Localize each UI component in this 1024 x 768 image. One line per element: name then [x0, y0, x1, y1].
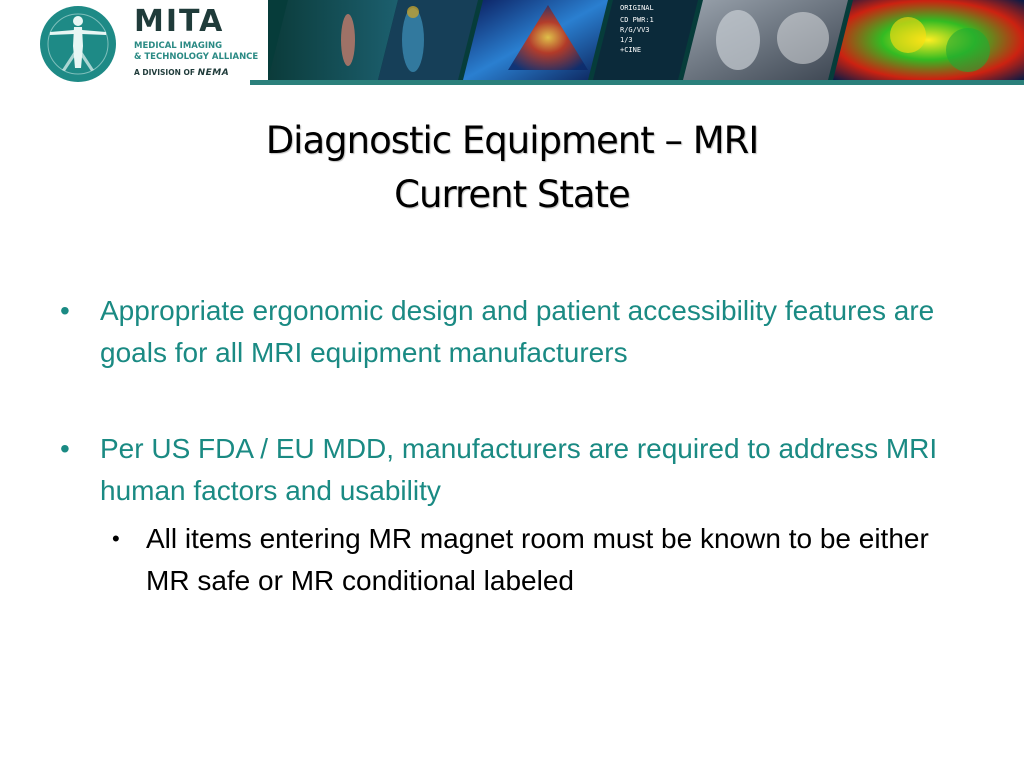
svg-text:R/G/VV3: R/G/VV3 — [620, 26, 650, 34]
svg-text:1/3: 1/3 — [620, 36, 633, 44]
svg-text:ORIGINAL: ORIGINAL — [620, 4, 654, 12]
sub-bullet-marker: • — [112, 526, 120, 551]
bullet-list — [0, 290, 1024, 602]
bullet-marker: • — [60, 433, 70, 464]
sub-bullet-text: All items entering MR magnet room must be known to be either MR safe or MR conditional labeled — [146, 523, 929, 596]
banner-imagery — [268, 0, 1024, 80]
slide-title — [0, 114, 1024, 222]
logo-name: MITA — [134, 4, 225, 39]
sub-bullet-item — [0, 518, 976, 602]
svg-text:CD PWR:1: CD PWR:1 — [620, 16, 654, 24]
logo-subtitle-line2: & TECHNOLOGY ALLIANCE — [134, 52, 259, 62]
slide-title-line2: Current State — [394, 173, 630, 216]
bullet-item — [0, 290, 960, 374]
mita-logo-wordmark — [134, 6, 264, 78]
vitruvian-figure-icon — [40, 6, 116, 82]
mita-logo-emblem — [40, 6, 116, 82]
banner-divider — [250, 80, 1024, 85]
nema-logo: NEMA — [197, 68, 230, 78]
bullet-item — [0, 428, 960, 512]
logo-subtitle-line1: MEDICAL IMAGING — [134, 41, 223, 51]
bullet-marker: • — [60, 295, 70, 326]
bullet-text: Appropriate ergonomic design and patient accessibility features are goals for all MRI equipment manufacturers — [100, 295, 935, 368]
logo-division-prefix: A DIVISION OF — [134, 68, 195, 77]
bullet-text: Per US FDA / EU MDD, manufacturers are required to address MRI human factors and usability — [100, 433, 938, 506]
slide-header — [0, 0, 1024, 88]
slide-title-line1: Diagnostic Equipment – MRI — [265, 119, 759, 162]
logo-division — [134, 68, 264, 78]
medical-imaging-banner — [268, 0, 1024, 80]
svg-text:+CINE: +CINE — [620, 46, 642, 54]
